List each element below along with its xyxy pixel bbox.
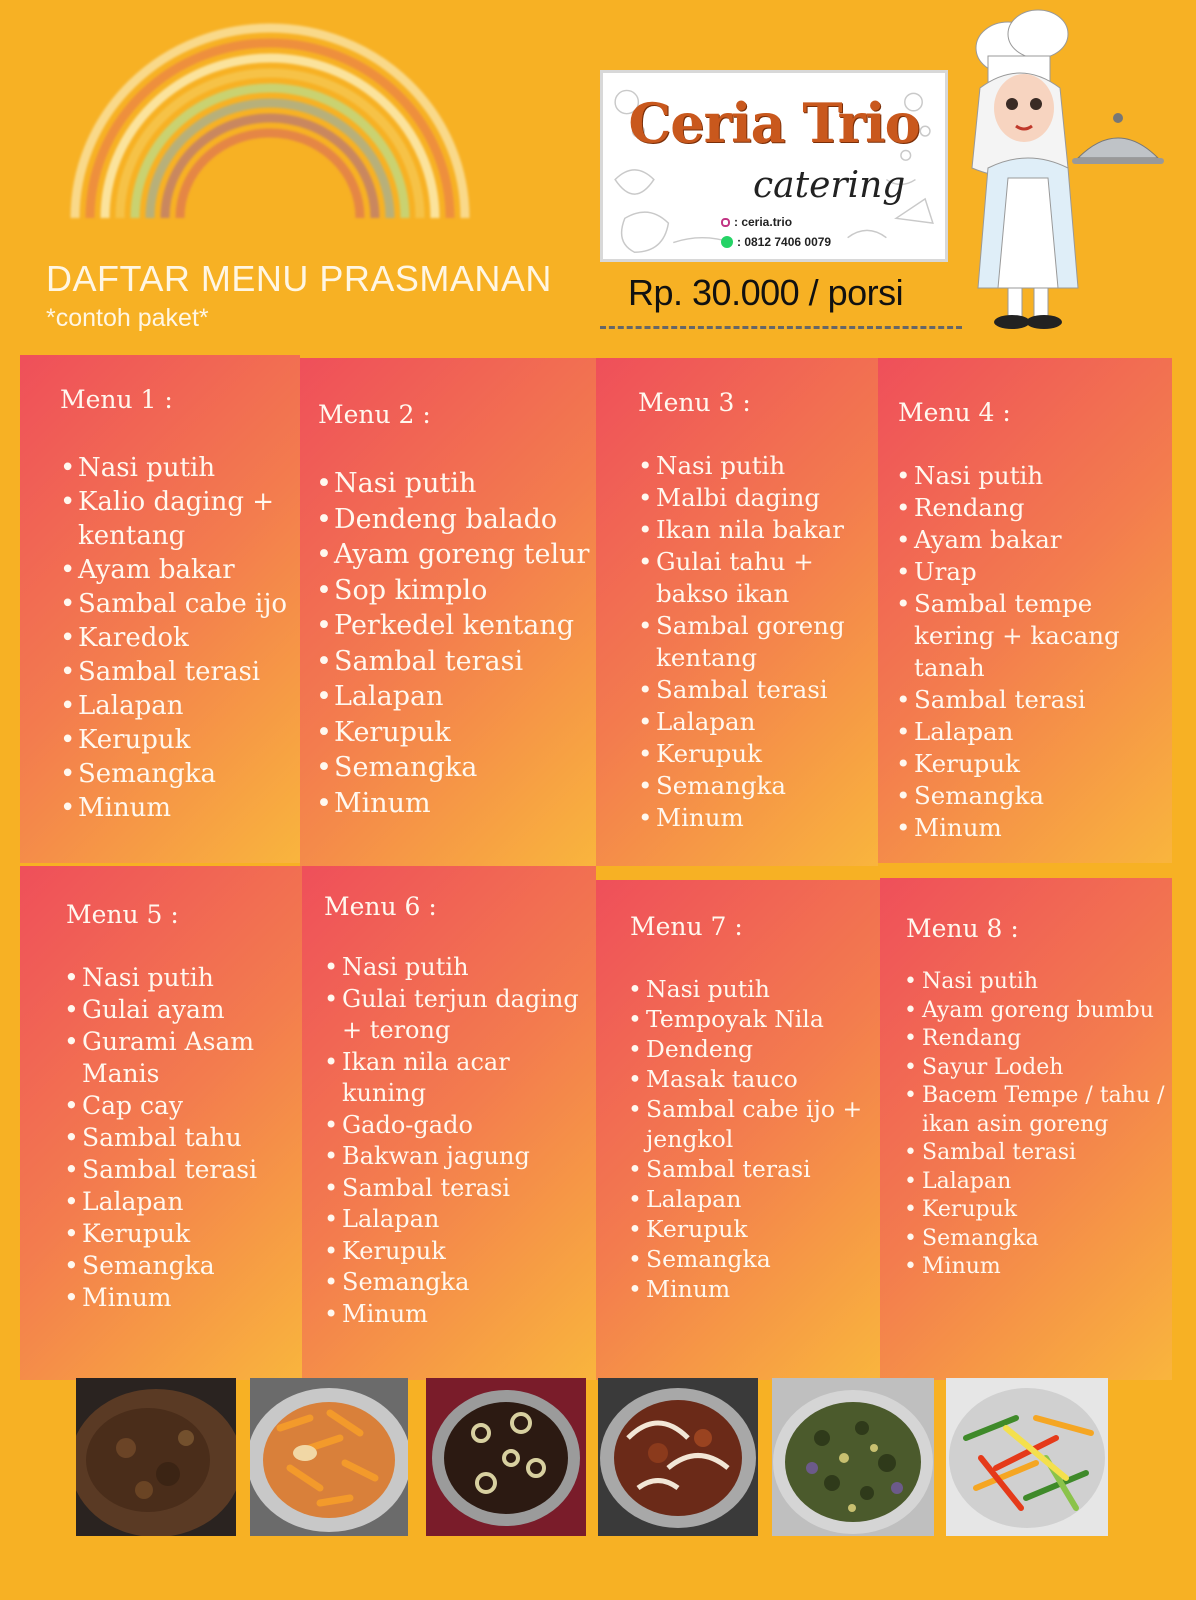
menu-title: Menu 4 : bbox=[898, 398, 1011, 427]
menu-item: • Sambal terasi bbox=[64, 1154, 296, 1186]
menu-card-2 bbox=[300, 358, 596, 866]
menu-item: • Sambal tahu bbox=[64, 1122, 296, 1154]
whatsapp-contact bbox=[721, 235, 831, 249]
menu-item: • Ayam goreng telur bbox=[316, 537, 591, 573]
menu-card-6 bbox=[302, 866, 596, 1380]
food-photo-capcay bbox=[946, 1378, 1108, 1536]
menu-item: • Masak tauco bbox=[628, 1064, 876, 1094]
menu-item: • Semangka bbox=[316, 750, 591, 786]
brand-tagline: catering bbox=[753, 165, 906, 206]
menu-item: • Minum bbox=[324, 1299, 594, 1331]
menu-item: • Lalapan bbox=[628, 1184, 876, 1214]
menu-item: • Nasi putih bbox=[324, 952, 594, 984]
page-title: DAFTAR MENU PRASMANAN bbox=[46, 258, 552, 299]
menu-item: • Sambal terasi bbox=[324, 1173, 594, 1205]
price-label: Rp. 30.000 / porsi bbox=[628, 272, 904, 313]
brand-logo-card bbox=[600, 70, 948, 262]
menu-items bbox=[638, 450, 874, 834]
menu-item: • Kerupuk bbox=[638, 738, 874, 770]
menu-item: • Sambal goreng kentang bbox=[638, 610, 874, 674]
menu-item: • Kalio daging + kentang bbox=[60, 485, 290, 553]
menu-item: • Semangka bbox=[628, 1244, 876, 1274]
menu-item: • Ayam bakar bbox=[896, 524, 1168, 556]
price-underline bbox=[600, 326, 962, 329]
menu-item: • Lalapan bbox=[60, 689, 290, 723]
instagram-contact bbox=[721, 215, 792, 229]
menu-title: Menu 5 : bbox=[66, 900, 179, 929]
menu-card-5 bbox=[20, 866, 302, 1380]
menu-item: • Sambal terasi bbox=[638, 674, 874, 706]
menu-title: Menu 1 : bbox=[60, 385, 173, 414]
menu-item: • Sambal terasi bbox=[628, 1154, 876, 1184]
menu-item: • Semangka bbox=[904, 1225, 1168, 1254]
menu-item: • Nasi putih bbox=[628, 974, 876, 1004]
menu-item: • Minum bbox=[64, 1282, 296, 1314]
menu-title: Menu 3 : bbox=[638, 388, 751, 417]
menu-card-1 bbox=[20, 355, 300, 863]
menu-item: • Nasi putih bbox=[904, 968, 1168, 997]
rainbow-decoration bbox=[60, 18, 480, 233]
menu-item: • Lalapan bbox=[904, 1168, 1168, 1197]
menu-item: • Sambal terasi bbox=[60, 655, 290, 689]
menu-item: • Sambal cabe ijo bbox=[60, 587, 290, 621]
food-photo-malbi bbox=[426, 1378, 586, 1536]
menu-item: • Perkedel kentang bbox=[316, 608, 591, 644]
menu-items bbox=[64, 962, 296, 1314]
menu-item: • Ikan nila acar kuning bbox=[324, 1047, 594, 1110]
menu-item: • Lalapan bbox=[638, 706, 874, 738]
menu-item: • Gulai terjun daging + terong bbox=[324, 984, 594, 1047]
menu-item: • Sambal tempe kering + kacang tanah bbox=[896, 588, 1168, 684]
menu-items bbox=[316, 466, 591, 821]
menu-item: • Dendeng bbox=[628, 1034, 876, 1064]
menu-item: • Gado-gado bbox=[324, 1110, 594, 1142]
menu-item: • Kerupuk bbox=[60, 723, 290, 757]
menu-item: • Nasi putih bbox=[896, 460, 1168, 492]
menu-item: • Semangka bbox=[896, 780, 1168, 812]
menu-items bbox=[60, 451, 290, 825]
menu-items bbox=[628, 974, 876, 1304]
menu-item: • Kerupuk bbox=[896, 748, 1168, 780]
menu-item: • Nasi putih bbox=[60, 451, 290, 485]
menu-item: • Kerupuk bbox=[316, 715, 591, 751]
menu-item: • Ayam bakar bbox=[60, 553, 290, 587]
menu-item: • Rendang bbox=[896, 492, 1168, 524]
menu-card-7 bbox=[596, 880, 880, 1380]
menu-item: • Lalapan bbox=[64, 1186, 296, 1218]
instagram-icon bbox=[721, 218, 730, 227]
menu-item: • Cap cay bbox=[64, 1090, 296, 1122]
menu-title: Menu 7 : bbox=[630, 912, 743, 941]
menu-items bbox=[896, 460, 1168, 844]
food-photo-ayam-goreng bbox=[598, 1378, 758, 1536]
menu-card-8 bbox=[880, 878, 1172, 1380]
instagram-handle: : ceria.trio bbox=[734, 215, 793, 229]
menu-item: • Dendeng balado bbox=[316, 502, 591, 538]
menu-item: • Bacem Tempe / tahu / ikan asin goreng bbox=[904, 1082, 1168, 1139]
menu-item: • Minum bbox=[896, 812, 1168, 844]
menu-item: • Ayam goreng bumbu bbox=[904, 997, 1168, 1026]
page-subtitle: *contoh paket* bbox=[46, 304, 209, 332]
menu-item: • Minum bbox=[638, 802, 874, 834]
menu-item: • Nasi putih bbox=[64, 962, 296, 994]
menu-item: • Minum bbox=[904, 1253, 1168, 1282]
menu-item: • Sop kimplo bbox=[316, 573, 591, 609]
menu-item: • Semangka bbox=[60, 757, 290, 791]
menu-item: • Lalapan bbox=[324, 1204, 594, 1236]
menu-item: • Karedok bbox=[60, 621, 290, 655]
menu-item: • Gulai ayam bbox=[64, 994, 296, 1026]
menu-item: • Minum bbox=[628, 1274, 876, 1304]
menu-item: • Minum bbox=[60, 791, 290, 825]
food-photo-sayur bbox=[772, 1378, 934, 1536]
menu-items bbox=[904, 968, 1168, 1282]
whatsapp-icon bbox=[721, 236, 733, 248]
menu-item: • Lalapan bbox=[896, 716, 1168, 748]
menu-item: • Tempoyak Nila bbox=[628, 1004, 876, 1034]
menu-title: Menu 8 : bbox=[906, 914, 1019, 943]
menu-item: • Sambal cabe ijo + jengkol bbox=[628, 1094, 876, 1154]
menu-item: • Sambal terasi bbox=[316, 644, 591, 680]
menu-item: • Ikan nila bakar bbox=[638, 514, 874, 546]
chef-illustration bbox=[968, 8, 1178, 338]
brand-name: Ceria Trio bbox=[628, 91, 920, 155]
menu-item: • Urap bbox=[896, 556, 1168, 588]
menu-item: • Kerupuk bbox=[324, 1236, 594, 1268]
food-photo-balado bbox=[250, 1378, 408, 1536]
menu-item: • Bakwan jagung bbox=[324, 1141, 594, 1173]
menu-item: • Malbi daging bbox=[638, 482, 874, 514]
menu-item: • Kerupuk bbox=[628, 1214, 876, 1244]
menu-item: • Minum bbox=[316, 786, 591, 822]
menu-item: • Sambal terasi bbox=[904, 1139, 1168, 1168]
menu-title: Menu 6 : bbox=[324, 892, 437, 921]
menu-items bbox=[324, 952, 594, 1330]
menu-item: • Semangka bbox=[638, 770, 874, 802]
menu-item: • Nasi putih bbox=[638, 450, 874, 482]
menu-card-3 bbox=[596, 358, 878, 866]
menu-item: • Gulai tahu + bakso ikan bbox=[638, 546, 874, 610]
menu-title: Menu 2 : bbox=[318, 400, 431, 429]
food-photo-rendang bbox=[76, 1378, 236, 1536]
menu-item: • Sayur Lodeh bbox=[904, 1054, 1168, 1083]
menu-item: • Sambal terasi bbox=[896, 684, 1168, 716]
whatsapp-number: : 0812 7406 0079 bbox=[737, 235, 832, 249]
menu-item: • Kerupuk bbox=[64, 1218, 296, 1250]
menu-item: • Semangka bbox=[324, 1267, 594, 1299]
menu-item: • Lalapan bbox=[316, 679, 591, 715]
menu-item: • Nasi putih bbox=[316, 466, 591, 502]
menu-item: • Gurami Asam Manis bbox=[64, 1026, 296, 1090]
menu-item: • Semangka bbox=[64, 1250, 296, 1282]
menu-card-4 bbox=[878, 358, 1172, 863]
menu-item: • Kerupuk bbox=[904, 1196, 1168, 1225]
menu-item: • Rendang bbox=[904, 1025, 1168, 1054]
